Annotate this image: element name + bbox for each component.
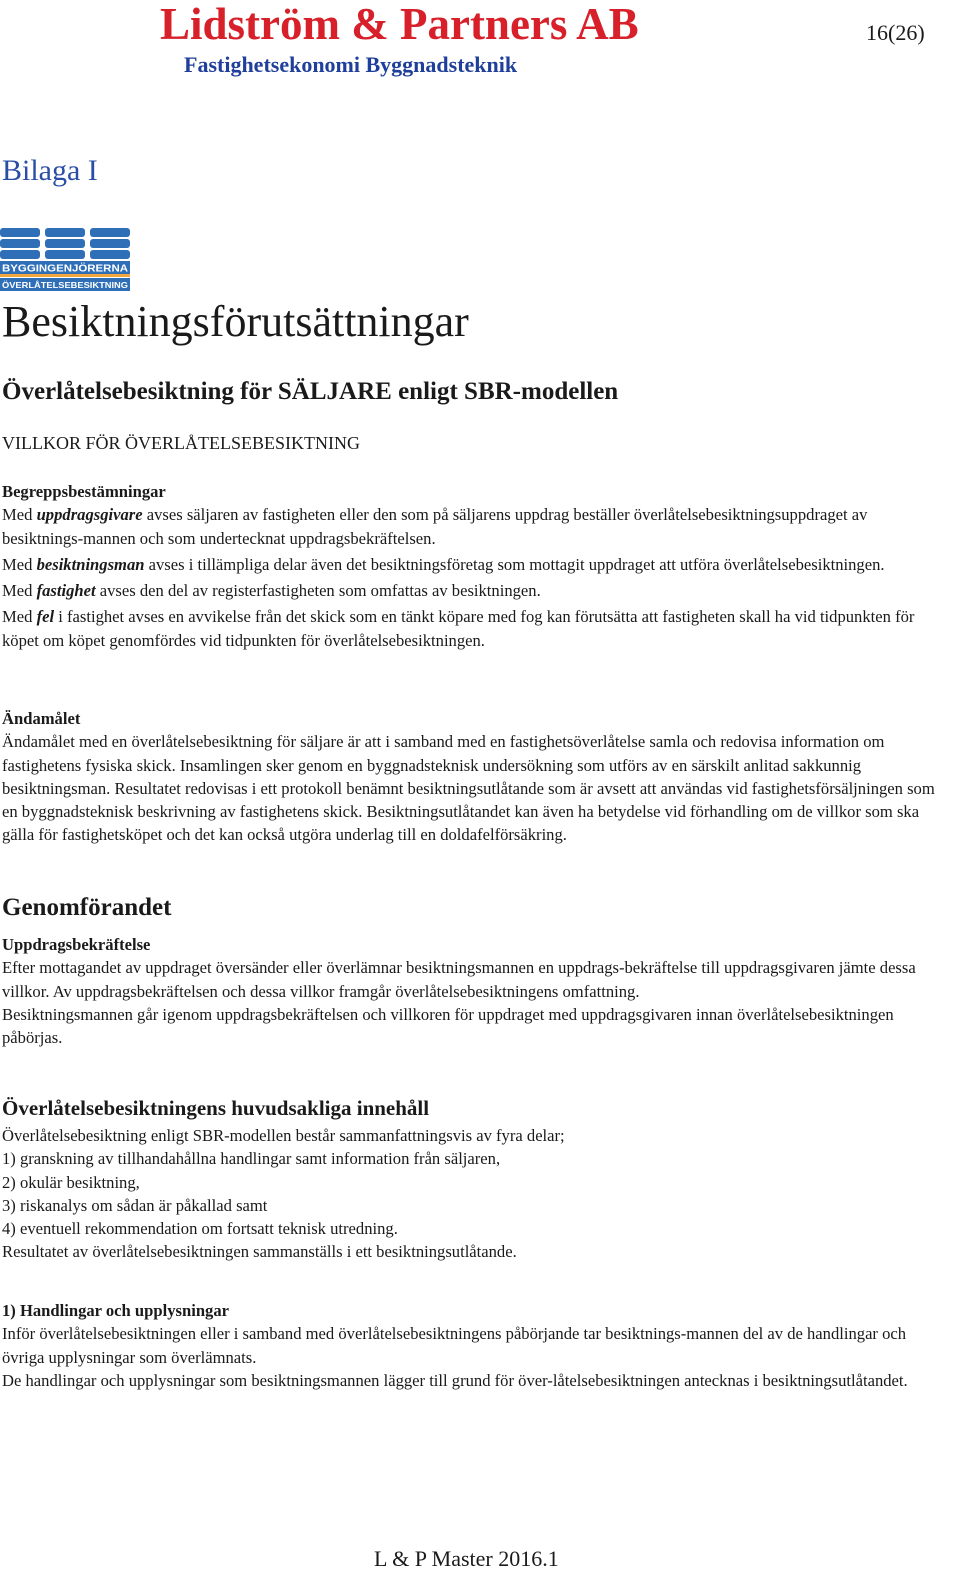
main-content-intro: Överlåtelsebesiktning enligt SBR-modellen består sammanfattningsvis av fyra delar;	[2, 1126, 565, 1145]
list-item: 1) granskning av tillhandahållna handlingar samt information från säljaren,	[2, 1149, 501, 1169]
definition-fastighet	[2, 579, 950, 602]
list-item: 4) eventuell rekommendation om fortsatt teknisk utredning.	[2, 1219, 398, 1239]
term-fel: fel	[36, 607, 55, 627]
main-content-outro: Resultatet av överlåtelsebesiktningen sammanställs i ett besiktningsutlåtande.	[2, 1242, 517, 1262]
main-content-section	[2, 1124, 950, 1264]
sbr-logo-line2: ÖVERLÅTELSEBESIKTNING	[2, 280, 129, 290]
documents-text-2: De handlingar och upplysningar som besiktningsmannen lägger till grund för över-låtelsebesiktningen antecknas i besiktningsutlåtandet.	[2, 1370, 908, 1390]
definition-fel	[2, 605, 950, 652]
purpose-section	[2, 707, 950, 847]
purpose-text: Ändamålet med en överlåtelsebesiktning för säljare är att i samband med en fastighetsöverlåtelse samla och redovisa information om fastighetens fysiska skick. Insamlingen sker genom en byggnadsteknisk undersökning som utförs av en särskilt anlitad sakkunnig besiktningsman. Resultatet redovisas i ett protokoll benämnt besiktningsutlåtande som är avsett att användas vid fastighetsförsäljningen som en byggnadsteknisk beskrivning av fastighetens skick. Besiktningsutlåtandet kan även ha betydelse vid förhandling om de villkor som ska gälla för fastighetsköpet och det kan också utgöra underlag till en doldafelförsäkring.	[2, 732, 935, 845]
purpose-heading: Ändamålet	[2, 709, 81, 728]
documents-text-1: Inför överlåtelsebesiktningen eller i samband med överlåtelsebesiktningens påbörjande tar besiktnings-mannen del av de handlingar och övriga upplysningar som överlämnats.	[2, 1324, 907, 1367]
definition-prefix: Med	[2, 607, 37, 627]
assignment-confirmation-heading: Uppdragsbekräftelse	[2, 935, 151, 954]
footer-version: L & P Master 2016.1	[374, 1546, 559, 1571]
definition-prefix: Med	[2, 554, 37, 574]
term-uppdragsgivare: uppdragsgivare	[36, 505, 143, 525]
definition-besiktningsman	[2, 553, 950, 576]
definition-text: i fastighet avses en avvikelse från det skick som en tänkt köpare med fog kan förutsätta att fastigheten skall ha vid tidpunkten för köpet om köpet genomfördes vid tidpunkten för överlåtelsebesiktningen.	[2, 607, 915, 650]
sbr-logo	[0, 228, 130, 292]
term-fastighet: fastighet	[36, 581, 96, 601]
sbr-logo-letters	[0, 228, 130, 259]
definition-text: avses säljaren av fastigheten eller den som på säljarens uppdrag beställer överlåtelsebesiktningsuppdraget av besiktnings-mannen och som undertecknat uppdragsbekräftelsen.	[2, 505, 868, 548]
definition-uppdragsgivare	[2, 503, 950, 550]
term-besiktningsman: besiktningsman	[36, 554, 145, 574]
page-number: 16(26)	[866, 20, 925, 45]
company-subtitle: Fastighetsekonomi Byggnadsteknik	[184, 52, 518, 77]
execution-heading: Genomförandet	[2, 894, 172, 921]
assignment-confirmation-text: Efter mottagandet av uppdraget översänder eller överlämnar besiktningsmannen en uppdrags-bekräftelse till uppdragsgivaren jämte dessa villkor. Av uppdragsbekräftelsen och dessa villkor framgår överlåtelsebesiktningens omfattning.	[2, 958, 916, 1001]
definitions-section	[2, 480, 950, 652]
definition-text: avses i tillämpliga delar även det besiktningsföretag som mottagit uppdraget att utföra överlåtelsebesiktningen.	[144, 554, 885, 574]
terms-heading: VILLKOR FÖR ÖVERLÅTELSEBESIKTNING	[2, 433, 360, 453]
main-content-heading: Överlåtelsebesiktningens huvudsakliga innehåll	[2, 1096, 430, 1120]
assignment-review-text: Besiktningsmannen går igenom uppdragsbekräftelsen och villkoren för uppdraget med uppdragsgivaren innan överlåtelsebesiktningen påbörjas.	[2, 1004, 894, 1048]
documents-heading: 1) Handlingar och upplysningar	[2, 1301, 230, 1320]
page-title: Besiktningsförutsättningar	[2, 297, 469, 346]
company-name: Lidström & Partners AB	[160, 0, 639, 49]
sbr-logo-line1: BYGGINGENJÖRERNA	[2, 262, 118, 275]
execution-section	[2, 933, 950, 1049]
appendix-label: Bilaga I	[2, 154, 98, 187]
definition-prefix: Med	[2, 581, 37, 601]
documents-section	[2, 1299, 950, 1392]
definition-text: avses den del av registerfastigheten som omfattas av besiktningen.	[95, 581, 541, 601]
definition-prefix: Med	[2, 505, 37, 525]
definitions-heading: Begreppsbestämningar	[2, 482, 166, 501]
list-item: 2) okulär besiktning,	[2, 1172, 140, 1192]
list-item: 3) riskanalys om sådan är påkallad samt	[2, 1195, 268, 1215]
section-heading-saljare: Överlåtelsebesiktning för SÄLJARE enligt SBR-modellen	[2, 378, 619, 405]
